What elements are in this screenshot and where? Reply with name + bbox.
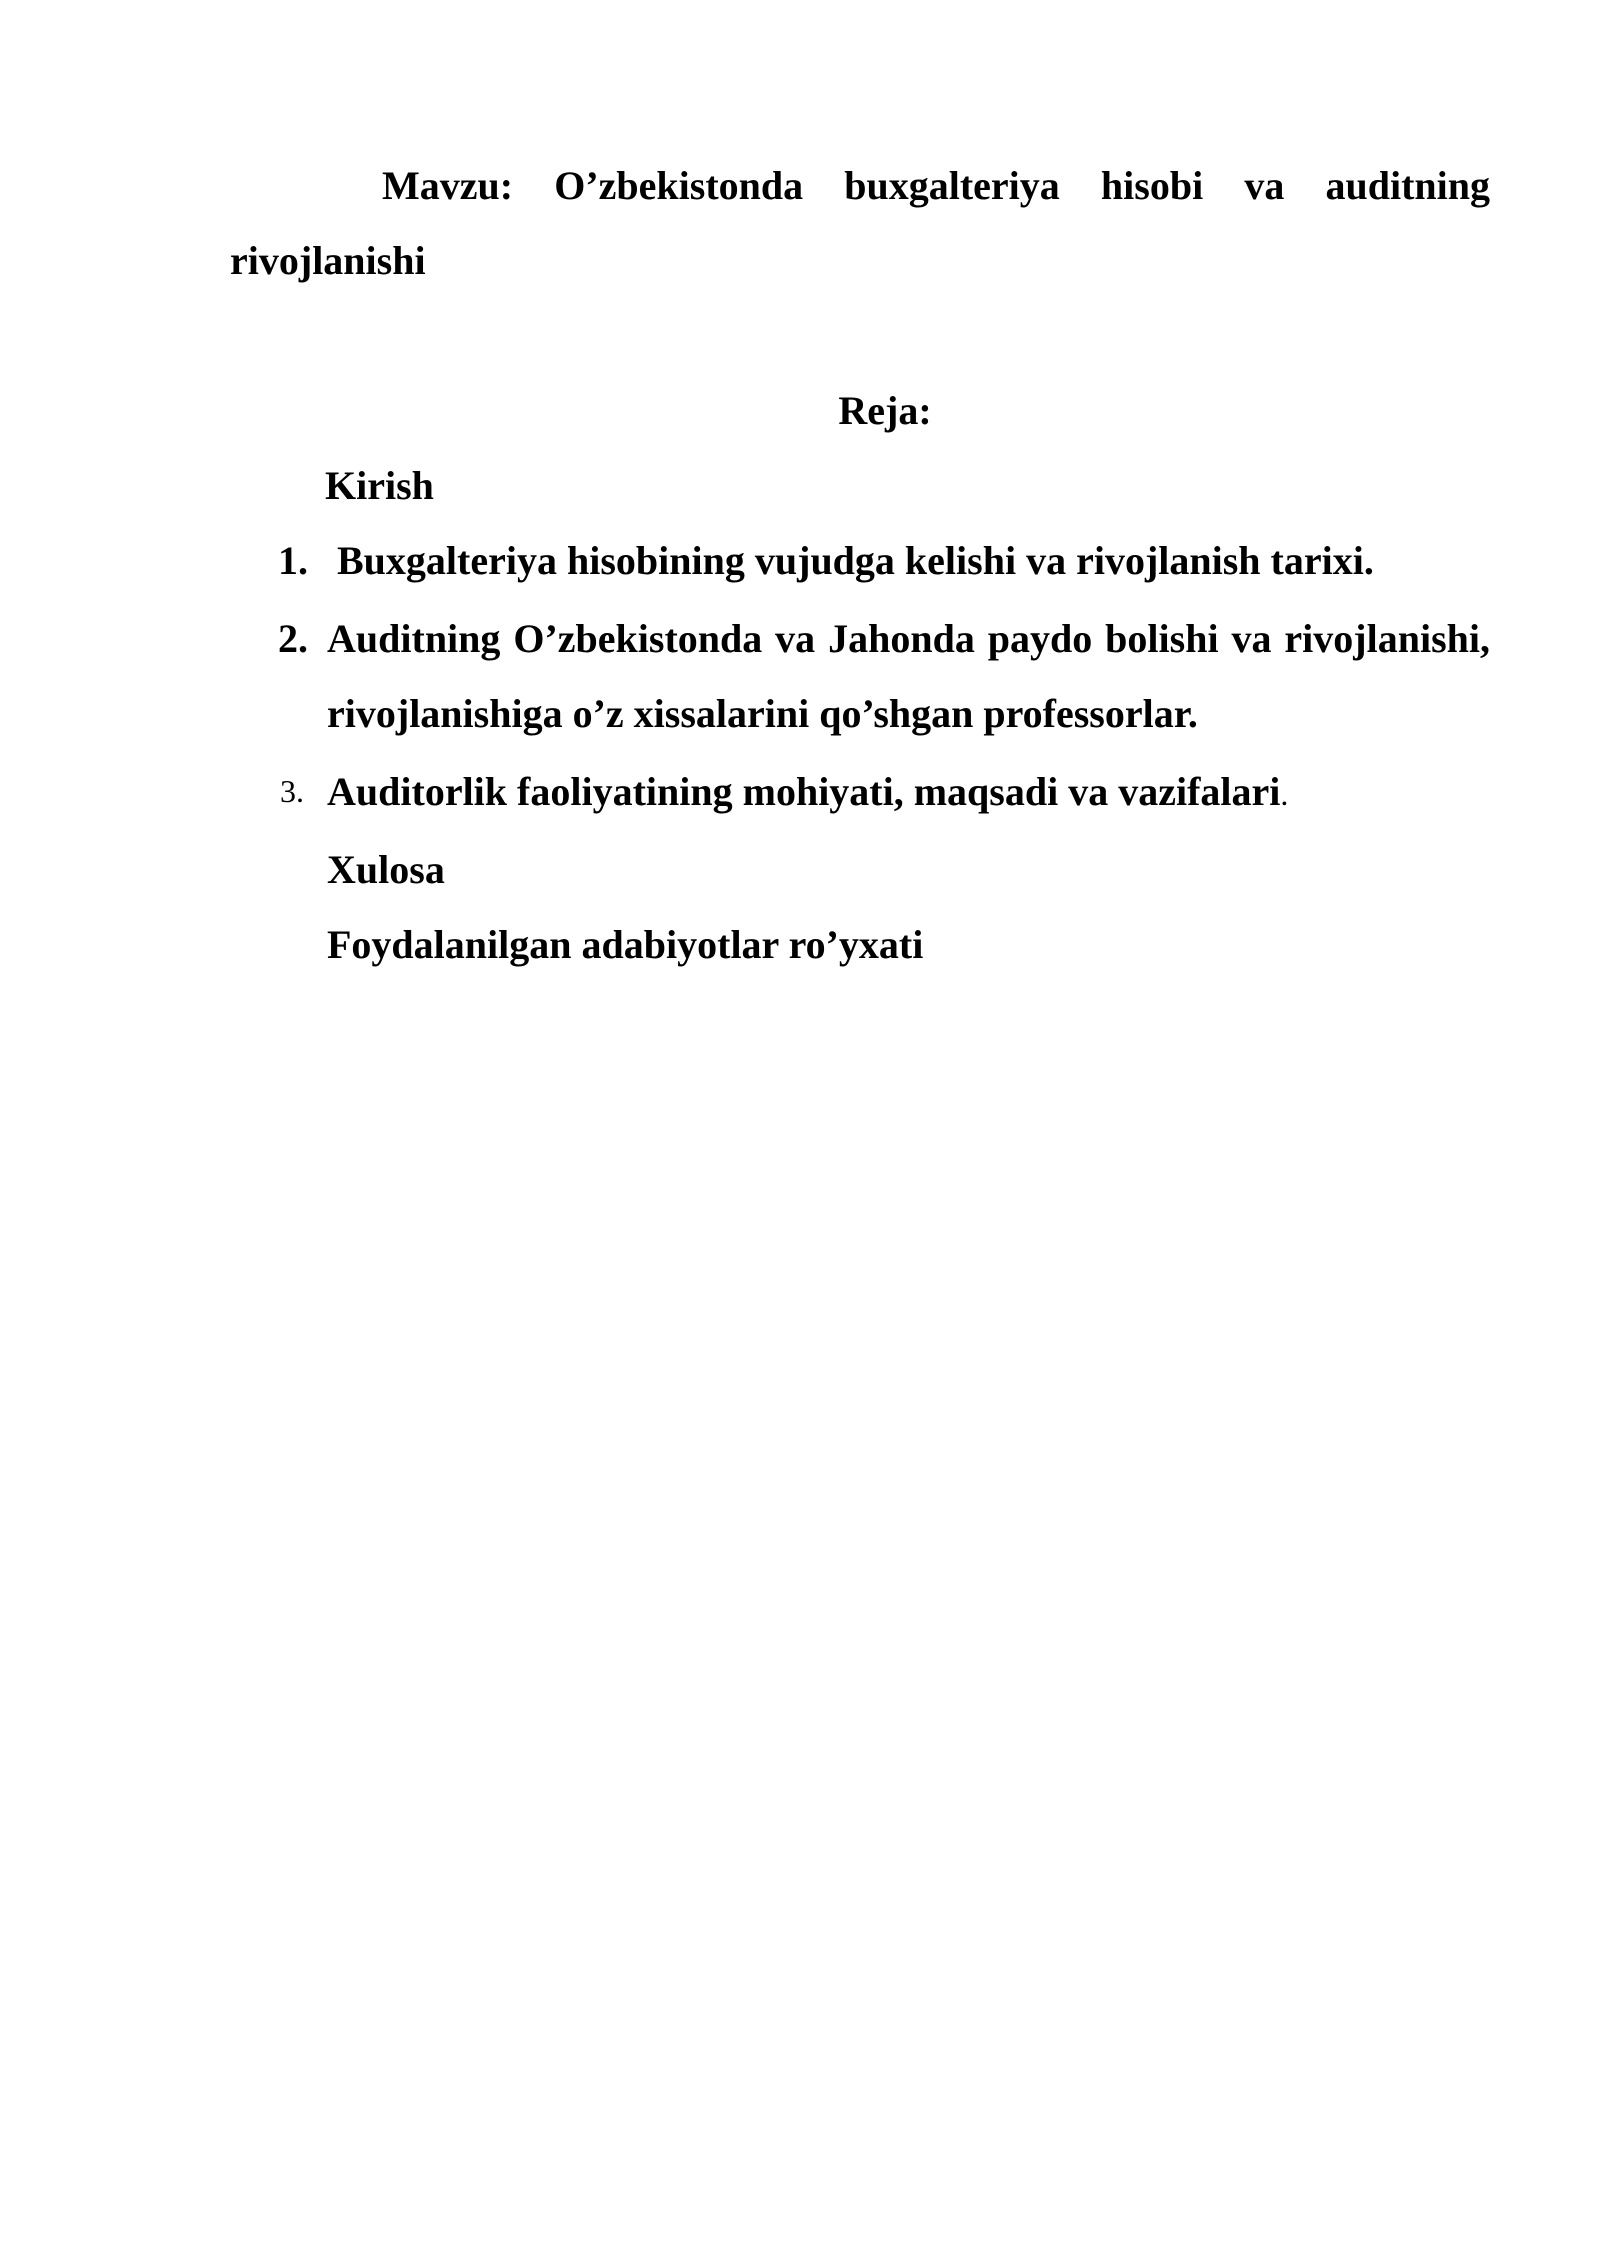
list-item-label: Auditning O’zbekistonda va Jahonda paydo bolishi va rivojlanishi, rivojlanishiga o’z xissalarini qo’shgan professorlar.	[327, 616, 1490, 736]
list-item	[230, 754, 1490, 832]
list-item-number: 1.	[278, 538, 308, 583]
intro-line: Kirish	[325, 463, 434, 508]
list-item	[230, 523, 1490, 601]
references-line: Foydalanilgan adabiyotlar ro’yxati	[327, 922, 924, 967]
plan-heading: Reja:	[838, 388, 932, 433]
plan-list	[230, 523, 1490, 832]
list-item-number: 2.	[278, 616, 308, 661]
list-item-text	[327, 601, 1490, 754]
list-item-trail: .	[1280, 776, 1289, 812]
list-item-text	[327, 754, 1490, 832]
conclusion-line: Xulosa	[327, 847, 445, 892]
topic-title: Mavzu: O’zbekistonda buxgalteriya hisobi va auditning rivojlanishi	[230, 163, 1490, 283]
list-item-label: Auditorlik faoliyatining mohiyati, maqsadi va vazifalari	[327, 769, 1281, 814]
document-content	[230, 148, 1490, 982]
list-item-text	[327, 523, 1490, 601]
list-item	[230, 601, 1490, 754]
list-item-label: Buxgalteriya hisobining vujudga kelishi va rivojlanish tarixi.	[337, 538, 1374, 583]
list-item-number: 3.	[280, 773, 304, 809]
